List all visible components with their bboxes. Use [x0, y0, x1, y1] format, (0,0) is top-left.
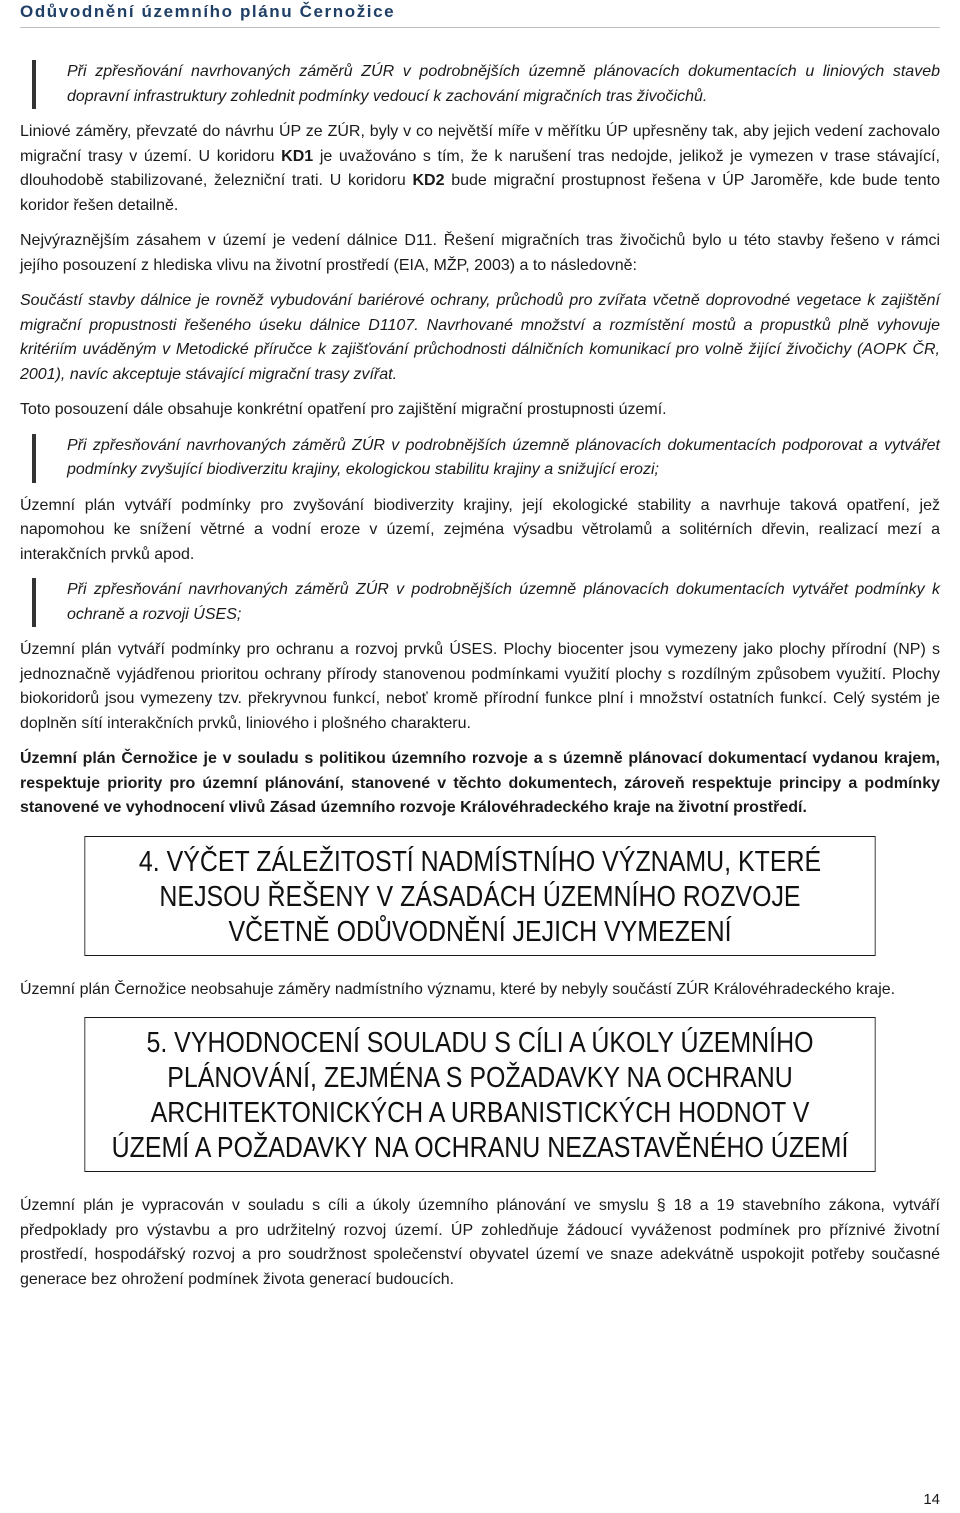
conclusion-paragraph: Územní plán Černožice je v souladu s politikou územního rozvoje a s územně plánovací dokumentací vydanou krajem, respektuje priority pro územní plánování, stanovené v těchto dokumentech, zároveň respektuje principy a podmínky stanovené ve vyhodnocení vlivů Zásad územního rozvoje Královéhradeckého kraje na životní prostředí.	[20, 750, 940, 816]
requirement-text: Při zpřesňování navrhovaných záměrů ZÚR v podrobnějších územně plánovacích dokumentacích vytvářet podmínky k ochraně a rozvoji ÚSES;	[67, 581, 940, 623]
requirement-text: Při zpřesňování navrhovaných záměrů ZÚR v podrobnějších územně plánovacích dokumentacích u liniových staveb dopravní infrastruktury zohlednit podmínky vedoucí k zachování migračních tras živočichů.	[67, 63, 940, 105]
paragraph: Nejvýraznějším zásahem v území je vedení dálnice D11. Řešení migračních tras živočichů bylo u této stavby řešeno v rámci jejího posouzení z hlediska vlivu na životní prostředí (EIA, MŽP, 2003) a to následovně:	[20, 232, 940, 274]
corridor-label: KD1	[281, 147, 314, 165]
paragraph: Územní plán Černožice neobsahuje záměry nadmístního významu, které by nebyly součástí ZÚR Královéhradeckého kraje.	[20, 980, 896, 998]
document-body	[20, 60, 940, 1303]
quoted-paragraph: Součástí stavby dálnice je rovněž vybudování bariérové ochrany, průchodů pro zvířata včetně doprovodné vegetace k zajištění migrační propustnosti řešeného úseku dálnice D1107. Navrhované množství a rozmístění mostů a propustků plně vyhovuje kritériím uváděným v Metodické příručce k zajišťování průchodnosti dálničních komunikací pro volně žijící živočichy (AOPK ČR, 2001), navíc akceptuje stávající migrační trasy zvířat.	[20, 292, 940, 383]
paragraph: Územní plán vytváří podmínky pro zvyšování biodiverzity krajiny, její ekologické stability a navrhuje taková opatření, jež napomohou ke snížení větrné a vodní eroze v území, zejména výsadbu větrolamů a solitérních dřevin, realizací mezí a interakčních prvků apod.	[20, 496, 940, 563]
section-heading-4: 4. VÝČET ZÁLEŽITOSTÍ NADMÍSTNÍHO VÝZNAMU, KTERÉ NEJSOU ŘEŠENY V ZÁSADÁCH ÚZEMNÍHO ROZVOJE VČETNĚ ODŮVODNĚNÍ JEJICH VYMEZENÍ	[84, 836, 875, 956]
running-header: Odůvodnění územního plánu Černožice	[20, 0, 940, 28]
section-heading-5: 5. VYHODNOCENÍ SOULADU S CÍLI A ÚKOLY ÚZEMNÍHO PLÁNOVÁNÍ, ZEJMÉNA S POŽADAVKY NA OCHRANU ARCHITEKTONICKÝCH A URBANISTICKÝCH HODNOT V ÚZEMÍ A POŽADAVKY NA OCHRANU NEZASTAVĚNÉHO ÚZEMÍ	[84, 1017, 875, 1172]
corridor-label: KD2	[412, 172, 445, 189]
requirement-quote	[32, 434, 940, 483]
requirement-text: Při zpřesňování navrhovaných záměrů ZÚR v podrobnějších územně plánovacích dokumentacích podporovat a vytvářet podmínky zvyšující biodiverzitu krajiny, ekologickou stabilitu krajiny a snižující erozi;	[67, 436, 940, 478]
requirement-quote	[32, 60, 940, 109]
page-number: 14	[923, 1491, 940, 1508]
paragraph: Liniové záměry, převzaté do návrhu ÚP ze ZÚR, byly v co největší míře v měřítku ÚP upřesněny tak, aby jejich vedení zachovalo migrační trasy v území. U koridoru KD1 je uvažováno s tím, že k narušení tras nedojde, jelikož je vymezen v trase stávající, dlouhodobě stabilizované, železniční trati. U koridoru KD2 bude migrační prostupnost řešena v ÚP Jaroměře, kde bude tento koridor řešen detailně.	[20, 123, 940, 214]
requirement-quote	[32, 578, 940, 627]
paragraph: Územní plán je vypracován v souladu s cíli a úkoly územního plánování ve smyslu § 18 a 19 stavebního zákona, vytváří předpoklady pro výstavbu a pro udržitelný rozvoj území. ÚP zohledňuje žádoucí vyváženost podmínek pro příznivé životní prostředí, hospodářský rozvoj a pro soudržnost společenství obyvatel území ve snaze adekvátně uspokojit potřeby současné generace bez ohrožení podmínek života generací budoucích.	[20, 1197, 940, 1288]
paragraph: Územní plán vytváří podmínky pro ochranu a rozvoj prvků ÚSES. Plochy biocenter jsou vymezeny jako plochy přírodní (NP) s jednoznačně vyjádřenou prioritou ochrany přírody stanovenou podmínkami využití plochy s rozdílným způsobem využití. Plochy biokoridorů jsou vymezeny tzv. překryvnou funkcí, neboť kromě přírodní funkce plní i množství ostatních funkcí. Celý systém je doplněn sítí interakčních prvků, liniového i plošného charakteru.	[20, 641, 940, 732]
paragraph: Toto posouzení dále obsahuje konkrétní opatření pro zajištění migrační prostupnosti území.	[20, 401, 667, 418]
